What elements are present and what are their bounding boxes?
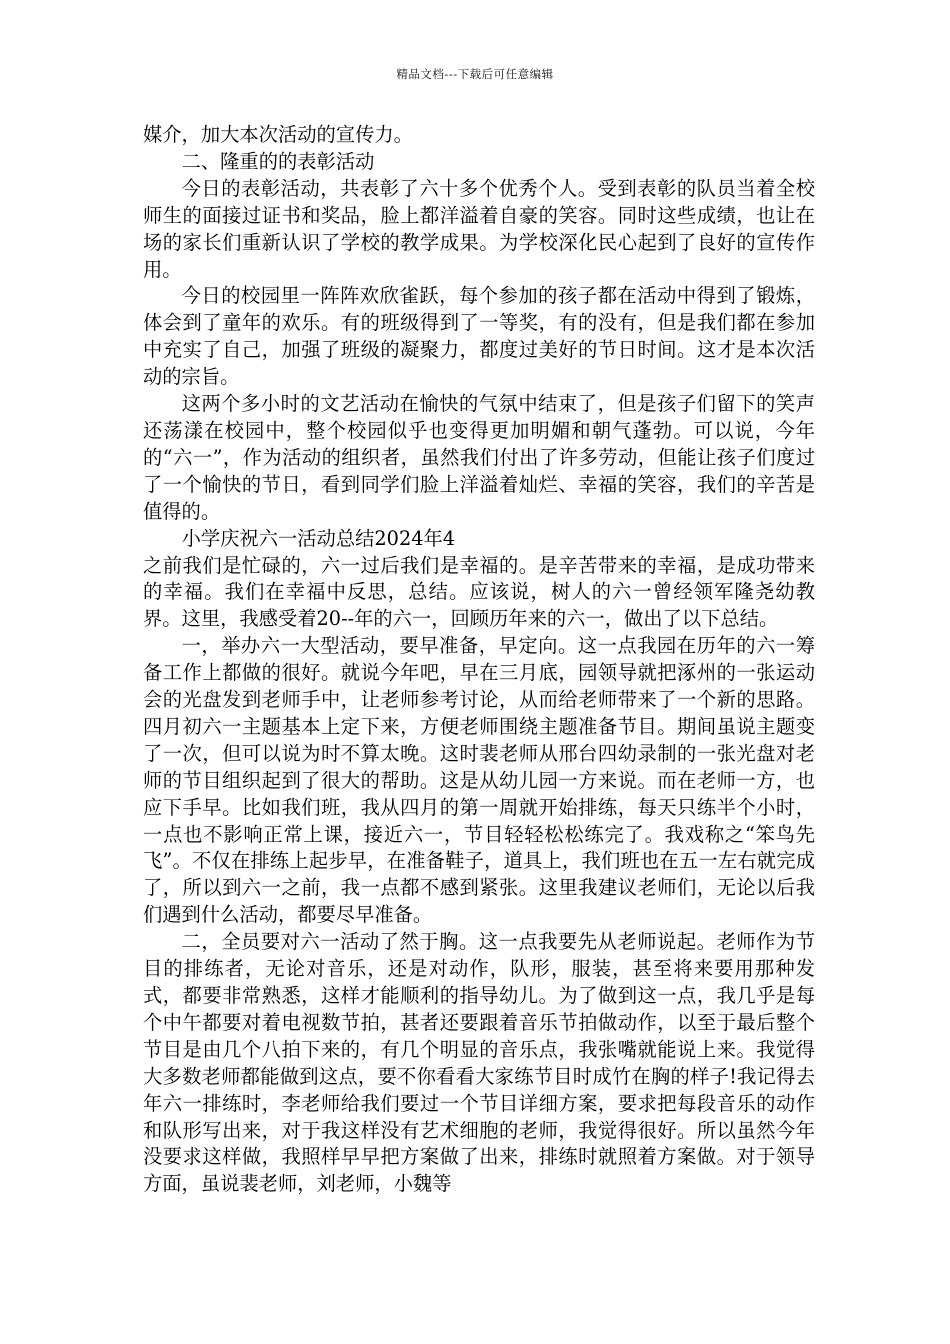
paragraph: 今日的表彰活动，共表彰了六十多个优秀个人。受到表彰的队员当着全校师生的面接过证书和奖品，脸上都洋溢着自豪的笑容。同时这些成绩，也让在场的家长们重新认识了学校的教学成果。为学校深化民心起到了良好的宣传作用。 bbox=[143, 176, 815, 281]
paragraph: 媒介，加大本次活动的宣传力。 bbox=[143, 123, 413, 146]
section-heading: 二、隆重的的表彰活动 bbox=[181, 149, 375, 173]
document-title: 小学庆祝六一活动总结2024年4 bbox=[181, 526, 456, 550]
paragraph: 之前我们是忙碌的，六一过后我们是幸福的。是辛苦带来的幸福，是成功带来的幸福。我们在幸福中反思，总结。应该说，树人的六一曾经领军隆尧幼教界。这里，我感受着20--年的六一，回顾历年来的六一，做出了以下总结。 bbox=[143, 553, 815, 631]
paragraph: 二，全员要对六一活动了然于胸。这一点我要先从老师说起。老师作为节目的排练者，无论对音乐，还是对动作，队形，服装，甚至将来要用那种发式，都要非常熟悉，这样才能顺利的指导幼儿。为了做到这一点，我几乎是每个中午都要对着电视数节拍，甚者还要跟着音乐节拍做动作，以至于最后整个节目是由几个八拍下来的，有几个明显的音乐点，我张嘴就能说上来。我觉得大多数老师都能做到这点，要不你看看大家练节目时成竹在胸的样子!我记得去年六一排练时，李老师给我们要过一个节目详细方案，要求把每段音乐的动作和队形写出来，对于我这样没有艺术细胞的老师，我觉得很好。所以虽然今年没要求这样做，我照样早早把方案做了出来，排练时就照着方案做。对于领导方面，虽说裴老师，刘老师，小魏等 bbox=[143, 930, 815, 1196]
paragraph: 一，举办六一大型活动，要早准备，早定向。这一点我园在历年的六一筹备工作上都做的很好。就说今年吧，早在三月底，园领导就把涿州的一张运动会的光盘发到老师手中，让老师参考讨论，从而给老师带来了一个新的思路。四月初六一主题基本上定下来，方便老师围绕主题准备节目。期间虽说主题变了一次，但可以说为时不算太晚。这时裴老师从邢台四幼录制的一张光盘对老师的节目组织起到了很大的帮助。这是从幼儿园一方来说。而在老师一方，也应下手早。比如我们班，我从四月的第一周就开始排练，每天只练半个小时，一点也不影响正常上课，接近六一，节目轻轻松松练完了。我戏称之“笨鸟先飞”。不仅在排练上起步早，在准备鞋子，道具上，我们班也在五一左右就完成了，所以到六一之前，我一点都不感到紧张。这里我建议老师们，无论以后我们遇到什么活动，都要尽早准备。 bbox=[143, 634, 815, 927]
page-header: 精品文档---下载后可任意编辑 bbox=[396, 67, 554, 81]
paragraph: 这两个多小时的文艺活动在愉快的气氛中结束了，但是孩子们留下的笑声还荡漾在校园中，整个校园似乎也变得更加明媚和朝气蓬勃。可以说，今年的“六一”，作为活动的组织者，虽然我们付出了许多劳动，但能让孩子们度过了一个愉快的节日，看到同学们脸上洋溢着灿烂、幸福的笑容，我们的辛苦是值得的。 bbox=[143, 392, 815, 523]
document-body bbox=[143, 122, 815, 1198]
paragraph: 今日的校园里一阵阵欢欣雀跃，每个参加的孩子都在活动中得到了锻炼，体会到了童年的欢乐。有的班级得到了一等奖，有的没有，但是我们都在参加中充实了自己，加强了班级的凝聚力，都度过美好的节日时间。这才是本次活动的宗旨。 bbox=[143, 284, 815, 389]
